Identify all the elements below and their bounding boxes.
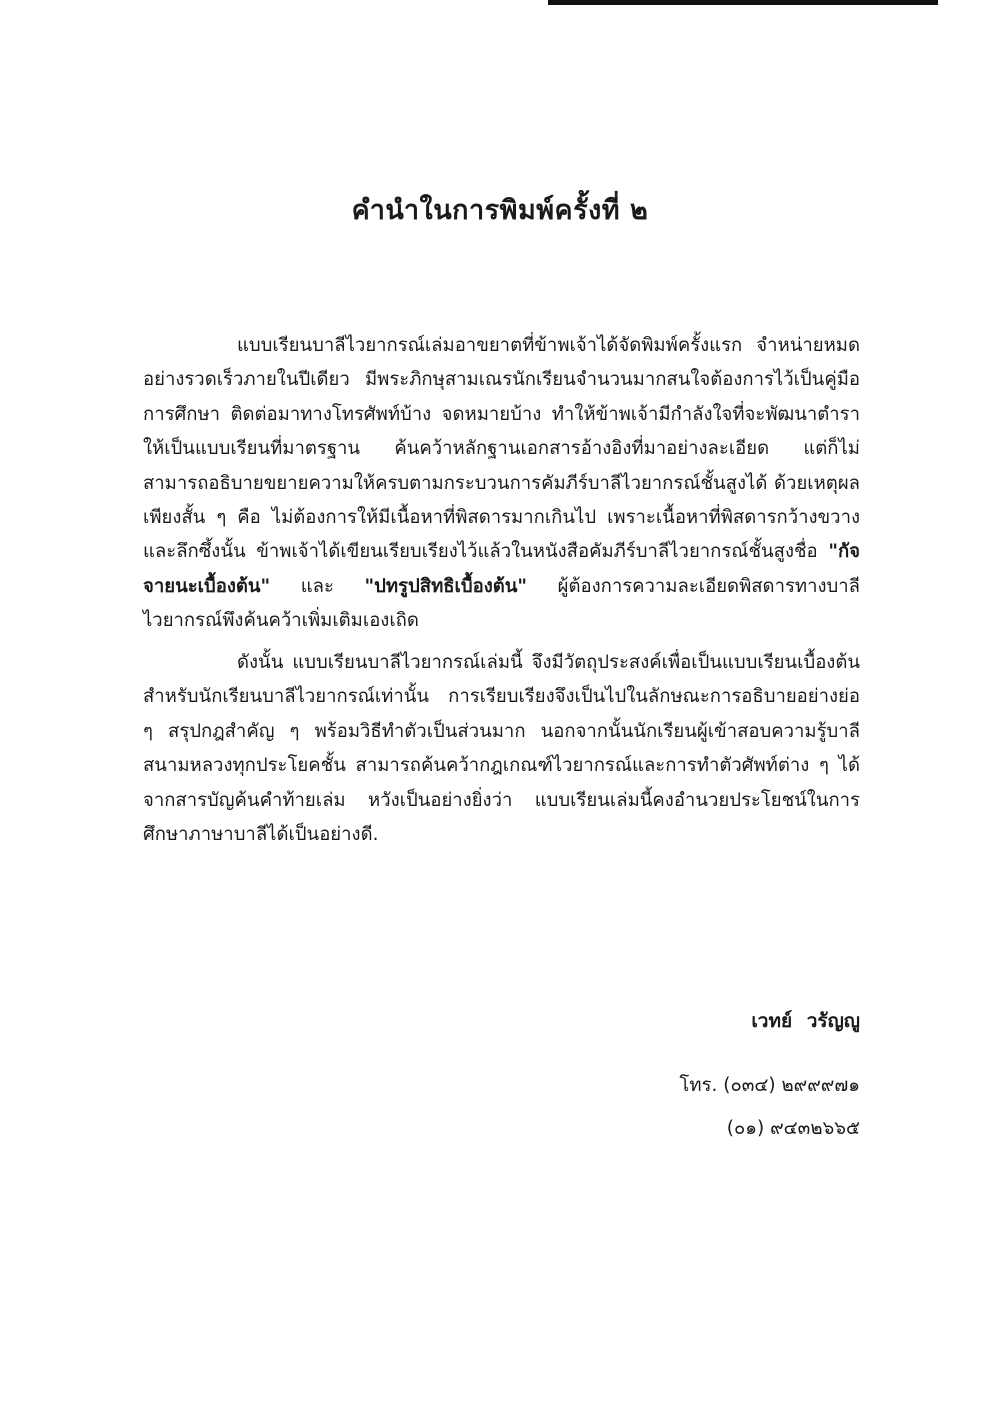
paragraph-1-conjunction: และ: [270, 575, 365, 597]
page-title: คำนำในการพิมพ์ครั้งที่ ๒: [351, 195, 649, 226]
paragraph-1-text-start: แบบเรียนบาลีไวยากรณ์เล่มอาขยาตที่ข้าพเจ้าได้จัดพิมพ์ครั้งแรก จำหน่ายหมดอย่างรวดเร็วภายในปีเดียว มีพระภิกษุสามเณรนักเรียนจำนวนมากสนใจต้องการไว้เป็นคู่มือการศึกษา ติดต่อมาทางโทรศัพท์บ้าง จดหมายบ้าง ทำให้ข้าพเจ้ามีกำลังใจที่จะพัฒนาตำราให้เป็นแบบเรียนที่มาตรฐาน ค้นคว้าหลักฐานเอกสารอ้างอิงที่มาอย่างละเอียด แต่ก็ไม่สามารถอธิบายขยายความให้ครบตามกระบวนการคัมภีร์บาลีไวยากรณ์ชั้นสูงได้ ด้วยเหตุผลเพียงสั้น ๆ คือ ไม่ต้องการให้มีเนื้อหาที่พิสดารมากเกินไป เพราะเนื้อหาที่พิสดารกว้างขวางและลึกซึ้งนั้น ข้าพเจ้าได้เขียนเรียบเรียงไว้แล้วในหนังสือคัมภีร์บาลีไวยากรณ์ชั้นสูงชื่อ: [143, 335, 860, 563]
book-title-kaccayana: "กัจจายนะเบื้องต้น": [143, 541, 860, 597]
preface-paragraph-1: [143, 329, 860, 639]
paragraph-1-text-end: ผู้ต้องการความละเอียดพิสดารทางบาลีไวยากรณ์พึงค้นคว้าเพิ่มเติมเองเถิด: [143, 575, 860, 632]
author-signature: เวทย์ วรัญญู: [751, 1010, 860, 1032]
top-border-rule: [548, 0, 938, 5]
preface-paragraph-2: [143, 646, 860, 852]
contact-phone-1: โทร. (๐๓๔) ๒๙๙๙๗๑: [679, 1075, 860, 1096]
contact-phone-2: (๐๑) ๙๔๓๒๖๖๕: [726, 1118, 860, 1139]
paragraph-2-text: ดังนั้น แบบเรียนบาลีไวยากรณ์เล่มนี้ จึงมีวัตถุประสงค์เพื่อเป็นแบบเรียนเบื้องต้นสำหรับนักเรียนบาลีไวยากรณ์เท่านั้น การเรียบเรียงจึงเป็นไปในลักษณะการอธิบายอย่างย่อ ๆ สรุปกฎสำคัญ ๆ พร้อมวิธีทำตัวเป็นส่วนมาก นอกจากนั้นนักเรียนผู้เข้าสอบความรู้บาลีสนามหลวงทุกประโยคชั้น สามารถค้นคว้ากฎเกณฑ์ไวยากรณ์และการทำตัวศัพท์ต่าง ๆ ได้จากสารบัญค้นคำท้ายเล่ม หวังเป็นอย่างยิ่งว่า แบบเรียนเล่มนี้คงอำนวยประโยชน์ในการศึกษาภาษาบาลีได้เป็นอย่างดี.: [143, 652, 860, 846]
book-title-padarupasiddhi: "ปทรูปสิทธิเบื้องต้น": [364, 575, 528, 597]
